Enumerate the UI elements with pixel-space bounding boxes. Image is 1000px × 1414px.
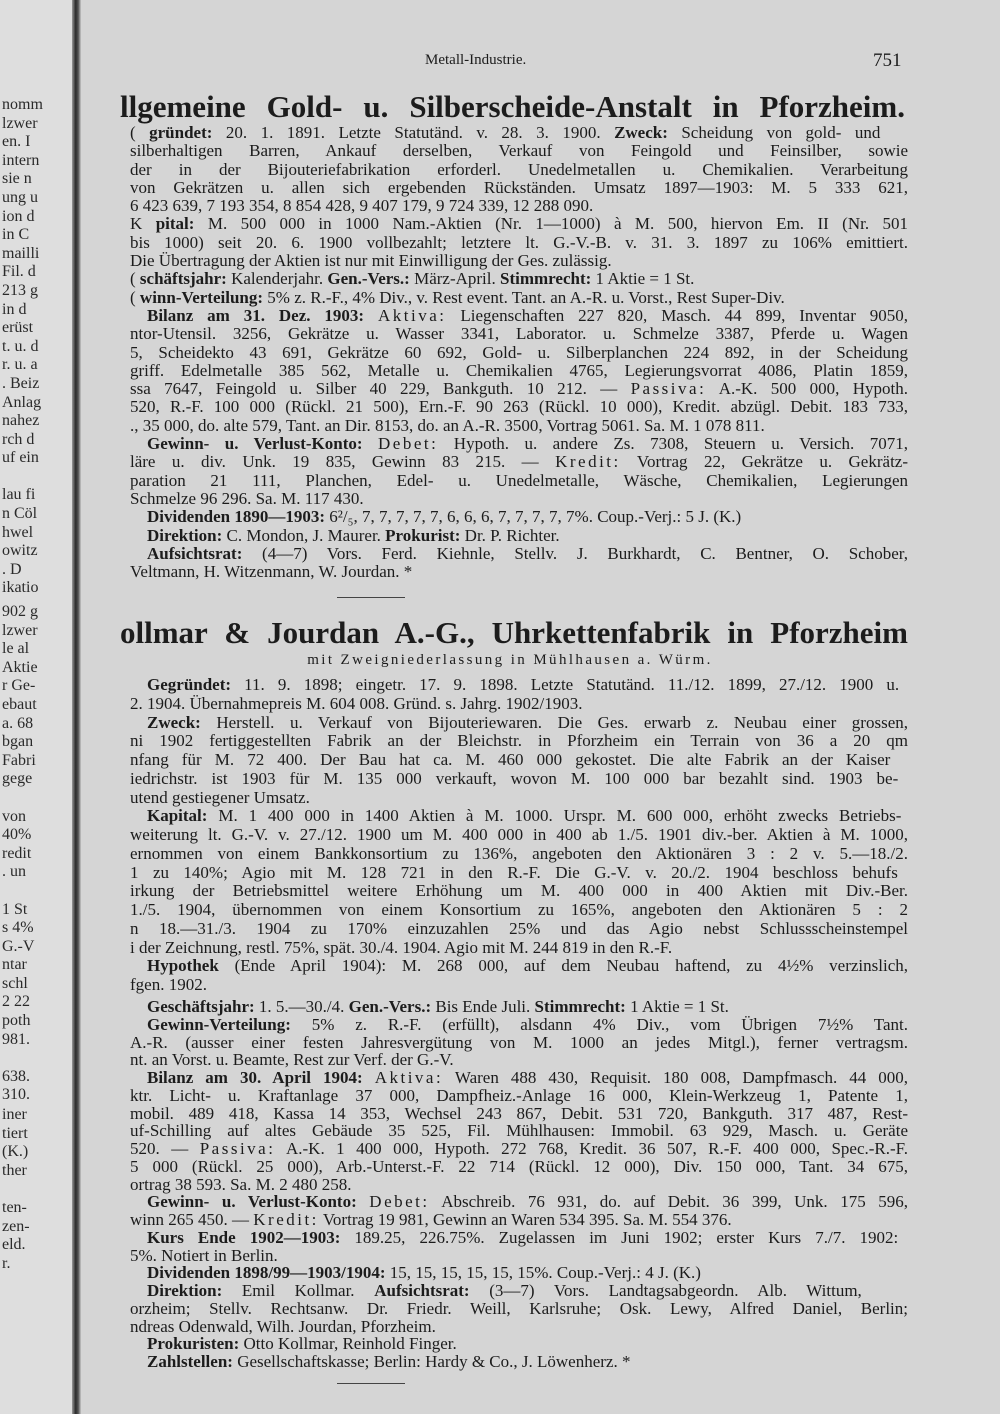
text-run: 5 000 (Rückl. 25 000), Arb.-Unterst.-F. 22 714 (Rückl. 12 000), Div. 150 000, Tant. 34 675, (130, 1156, 908, 1176)
text-run: i der Zeichnung, restl. 75%, spät. 30./4. 1904. Agio mit M. 244 819 in den R.-F. (130, 937, 673, 957)
text-line (130, 998, 908, 1016)
paragraph (130, 545, 908, 582)
fragment-text: ntar (2, 956, 27, 974)
spaced-label: Kredit: (555, 452, 621, 472)
field-label: Gewinn-Verteilung: (147, 1014, 291, 1034)
spaced-label: Aktiva: (378, 305, 447, 325)
fragment-text: 310. (2, 1086, 30, 1104)
field-label: gründet: (149, 123, 213, 142)
text-run: 1. 5.—30./4. (254, 997, 349, 1016)
text-run: mobil. 489 418, Kassa 14 353, Wechsel 243 867, Debit. 531 720, Bankguth. 317 487, Rest- (130, 1103, 908, 1123)
text-run: Gesellschaftskasse; Berlin: Hardy & Co., J. Löwenherz. * (232, 1352, 631, 1371)
fragment-text: 2 22 (2, 993, 30, 1011)
fragment-text: 902 g (2, 603, 38, 620)
text-run: 6²/₅, 7, 7, 7, 7, 7, 6, 6, 6, 7, 7, 7, 7, 7%. Coup.-Verj.: 5 J. (K.) (325, 507, 742, 527)
text-line (130, 976, 908, 995)
text-line (130, 252, 908, 270)
spaced-label: Passiva: (630, 379, 707, 399)
adjacent-page-fragments-c (2, 1106, 30, 1273)
text-run: läre u. div. Unk. 19 835, Gewinn 83 215. — (130, 452, 556, 472)
fragment-text: s 4% (2, 919, 34, 937)
fragment-text (2, 468, 43, 487)
text-run: A.-K. 1 400 000, Hypoth. 272 768, Kredit. 36 507, R.-F. 400 000, Spec.-R.-F. (275, 1139, 909, 1158)
text-run: Waren 488 430, Requisit. 180 008, Dampfmasch. 44 000, (443, 1068, 908, 1087)
fragment-text: (K.) (2, 1143, 29, 1161)
text-run: Vortrag 22, Gekrätze u. Gekrätz- (620, 452, 908, 472)
text-line (130, 161, 908, 179)
fragment-text: sie n (2, 170, 32, 188)
text-run: 5%. Notiert in Berlin. (130, 1245, 278, 1265)
text-line (130, 732, 908, 751)
fragment-text: erüst (2, 319, 34, 337)
paragraph (130, 508, 908, 526)
text-run: ktr. Licht- u. Kraftanlage 37 000, Dampfheiz.-Anlage 16 000, Klein-Werkzeug 1, Patente 1, (130, 1085, 908, 1105)
fragment-text: gege (2, 770, 33, 788)
text-line (130, 325, 908, 343)
fragment-text: schl (2, 974, 28, 992)
text-run: Die Übertragung der Aktien ist nur mit Einwilligung der Ges. zulässig. (130, 251, 612, 271)
paragraph (130, 998, 908, 1016)
text-run: 2. 1904. Übernahmepreis M. 604 008. Gründ. s. Jahrg. 1902/1903. (130, 693, 583, 713)
paragraph (130, 676, 908, 714)
spaced-label: Passiva: (199, 1139, 276, 1158)
fragment-text: uf ein (2, 449, 39, 467)
text-run: griff. Edelmetalle 385 562, Metalle u. Chemikalien 4765, Legierungsvorrat 4086, Platin 1859, (130, 360, 908, 380)
text-run: A.-K. 500 000, Hypoth. (706, 379, 908, 399)
article-subtitle: mit Zweigniederlassung in Mühlhausen a. Würm. (307, 652, 713, 668)
text-line (130, 1158, 908, 1176)
text-run: M. 1 400 000 in 1400 Aktien à M. 1000. Urspr. M. 600 000, erhöht zwecks Betriebs- (207, 806, 902, 826)
text-line (130, 215, 908, 233)
spaced-label: Aktiva: (374, 1068, 444, 1087)
text-line (130, 1193, 908, 1211)
fragment-text: poth (2, 1012, 31, 1030)
text-line (130, 545, 908, 563)
text-run: 520, R.-F. 100 000 (Rückl. 21 500), Ern.-F. 90 263 (Rückl. 10 000), Kredit. abzügl. Debit. 183 733, (130, 397, 908, 417)
adjacent-page-fragments-a (2, 96, 43, 598)
text-run: 1 Aktie = 1 St. (591, 269, 695, 289)
text-run: Hypoth. u. andere Zs. 7308, Steuern u. Versich. 7071, (438, 434, 909, 454)
text-run: ssa 7647, Feingold u. Silber 40 229, Bankguth. 10 212. — (130, 379, 631, 399)
text-run: ntor-Utensil. 3256, Gekrätze u. Wasser 3341, Laborator. u. Schmelze 3387, Pferde u. Wagen (130, 324, 908, 344)
text-run: (4—7) Vors. Ferd. Kiehnle, Stellv. J. Burkhardt, C. Bentner, O. Schober, (242, 543, 908, 563)
text-run: Liegenschaften 227 820, Masch. 44 899, Inventar 9050, (446, 305, 909, 325)
fragment-text: le al (2, 640, 30, 658)
paragraph (130, 1353, 908, 1371)
text-run: 5, Scheidekto 43 691, Gekrätze 60 692, Gold- u. Silberplanchen 224 892, in der Scheidung (130, 342, 908, 362)
text-line (130, 1264, 908, 1282)
fragment-text: hwel (2, 523, 34, 541)
fragment-text: nahez (2, 412, 40, 430)
text-line (130, 344, 908, 362)
text-run: Vortrag 19 981, Gewinn an Waren 534 395. Sa. M. 554 376. (318, 1210, 732, 1229)
paragraph (130, 1282, 908, 1335)
field-label: Zweck: (614, 123, 668, 142)
field-label: Zweck: (147, 712, 201, 732)
text-line (130, 1318, 908, 1336)
text-line (130, 508, 908, 526)
section-divider (337, 1383, 405, 1384)
text-line (130, 1176, 908, 1194)
spaced-label: Kredit: (253, 1210, 319, 1229)
fragment-text: von (2, 807, 26, 825)
fragment-text: ebaut (2, 695, 37, 713)
text-run: M. 500 000 in 1000 Nam.-Aktien (Nr. 1—1000) à M. 500, hiervon Em. II (Nr. 501 (194, 214, 908, 234)
fragment-text: a. 68 (2, 714, 34, 732)
field-label: Prokurist: (385, 525, 461, 545)
text-run: ( (130, 123, 150, 142)
adjacent-page-edge (0, 0, 74, 1414)
text-line (130, 124, 908, 142)
paragraph (130, 270, 908, 288)
text-line (130, 234, 908, 252)
paragraph (130, 1016, 908, 1069)
fragment-text: eld. (2, 1236, 26, 1254)
field-label: Direktion: (147, 525, 223, 545)
text-run: 11. 9. 1898; eingetr. 17. 9. 1898. Letzte Statutänd. 11./12. 1899, 27./12. 1900 u. (231, 675, 900, 694)
fragment-text (2, 882, 38, 901)
fragment-text: zen- (2, 1217, 30, 1235)
page-gutter-shadow (72, 0, 81, 1414)
paragraph (130, 527, 908, 545)
text-run: ., 35 000, do. alte 579, Tant. an Dir. 8153, do. an A.-R. 3500, Vortrag 5061. Sa. M. 1 078 811. (130, 415, 765, 435)
text-run: winn 265 450. — (130, 1210, 254, 1229)
text-line (130, 807, 908, 826)
field-label: Gen.-Vers.: (348, 997, 432, 1016)
spaced-label: Debet: (378, 434, 439, 454)
fragment-text: lau fi (2, 486, 36, 504)
field-label: Bilanz am 31. Dez. 1903: (147, 305, 365, 325)
text-run: von Gekrätzen u. allen sich ergebenden Rückständen. Umsatz 1897—1903: M. 5 333 621, (130, 177, 908, 197)
text-line (130, 1282, 908, 1300)
paragraph (130, 124, 908, 215)
text-line (130, 714, 908, 733)
field-label: pital: (155, 214, 195, 234)
text-line (130, 845, 908, 864)
text-line (130, 1034, 908, 1052)
text-line (130, 1140, 908, 1158)
fragment-text: Fabri (2, 751, 36, 769)
paragraph (130, 289, 908, 307)
text-line (130, 1247, 908, 1265)
fragment-text: 981. (2, 1030, 30, 1048)
text-line (130, 1087, 908, 1105)
text-line (130, 1051, 908, 1069)
field-label: Prokuristen: (147, 1334, 240, 1354)
text-line (130, 901, 908, 920)
paragraph (130, 1264, 908, 1282)
article-body (130, 124, 908, 581)
text-line (130, 1300, 908, 1318)
paragraph (130, 1229, 908, 1265)
paragraph (130, 807, 908, 957)
text-run: ndreas Odenwald, Wilh. Jourdan, Pforzheim. (130, 1316, 436, 1336)
fragment-text: r. u. a (2, 356, 38, 374)
text-run: uf-Schilling auf altes Gebäude 35 525, Fil. Mühlhausen: Immobil. 63 929, Masch. u. Geräte (130, 1121, 908, 1141)
text-line (130, 1335, 908, 1353)
text-run: Schmelze 96 296. Sa. M. 117 430. (130, 488, 364, 508)
article-title: llgemeine Gold- u. Silberscheide-Anstalt in Pforzheim. (120, 89, 905, 124)
text-run: iedrichstr. ist 1903 für M. 135 000 verkauft, wovon M. 100 000 bar bezahlt sind. 1903 be- (130, 768, 899, 788)
text-run (363, 434, 378, 453)
text-run: silberhaltigen Barren, Ankauf derselben, Verkauf von Feingold und Feinsilber, sowie (130, 141, 908, 161)
field-label: Dividenden 1898/99—1903/1904: (147, 1263, 386, 1283)
spaced-label: Debet: (369, 1192, 430, 1212)
text-line (130, 957, 908, 976)
field-label: Kurs Ende 1902—1903: (147, 1227, 341, 1247)
paragraph (130, 1193, 908, 1229)
text-run: 6 423 639, 7 193 354, 8 854 428, 9 407 179, 9 724 339, 12 288 090. (130, 196, 594, 216)
article-body (130, 676, 908, 995)
fragment-text: iner (2, 1106, 27, 1123)
text-line (130, 695, 908, 714)
section-divider (337, 597, 405, 598)
field-label: winn-Verteilung: (139, 287, 264, 307)
field-label: Gewinn- u. Verlust-Konto: (147, 434, 363, 454)
text-run (364, 306, 378, 325)
fragment-text: ung u (2, 188, 38, 206)
field-label: Gegründet: (147, 675, 232, 694)
field-label: Aufsichtsrat: (147, 543, 243, 563)
text-line (130, 417, 908, 435)
field-label: Hypothek (147, 956, 219, 976)
fragment-text: 1 St (2, 900, 28, 918)
text-run: 1./5. 1904, übernommen von einem Konsortium zu 165%, angeboten den Aktionären 5 : 2 (130, 900, 908, 919)
text-line (130, 1353, 908, 1371)
field-label: Geschäftsjahr: (147, 997, 255, 1016)
text-run: ortrag 38 593. Sa. M. 2 480 258. (130, 1174, 352, 1194)
paragraph (130, 957, 908, 995)
fragment-text: nomm (2, 96, 43, 113)
fragment-text: lzwer (2, 114, 38, 132)
text-run: 189.25, 226.75%. Zugelassen im Juni 1902; erster Kurs 7./7. 1902: (340, 1227, 899, 1247)
text-run: K (130, 214, 156, 234)
fragment-text: redit (2, 844, 32, 862)
paragraph (130, 435, 908, 508)
fragment-text: t. u. d (2, 337, 39, 355)
text-run: paration 21 111, Planchen, Edel- u. Unedelmetalle, Wäsche, Chemikalien, Legierungen (130, 470, 908, 490)
text-line (130, 676, 908, 695)
fragment-text: rch d (2, 430, 35, 448)
text-run: (3—7) Vors. Landtagsabgeordn. Alb. Wittum, (469, 1281, 862, 1300)
text-line (130, 453, 908, 471)
text-run: (Ende April 1904): M. 268 000, auf dem Neubau haftend, zu 4½% verzinslich, (218, 956, 908, 976)
field-label: Zahlstellen: (147, 1352, 233, 1371)
text-line (130, 270, 908, 288)
text-run: Otto Kollmar, Reinhold Finger. (239, 1334, 457, 1354)
text-line (130, 380, 908, 398)
field-label: Bilanz am 30. April 1904: (147, 1068, 363, 1087)
article-title: ollmar & Jourdan A.-G., Uhrkettenfabrik in Pforzheim (120, 615, 908, 650)
fragment-text: n Cöl (2, 505, 38, 523)
text-run: fgen. 1902. (130, 975, 207, 994)
fragment-text: in d (2, 300, 27, 318)
field-label: Kapital: (147, 806, 208, 826)
fragment-text: r Ge- (2, 677, 36, 695)
fragment-text: G.-V (2, 937, 35, 955)
text-run: utend gestiegener Umsatz. (130, 787, 310, 807)
paragraph (130, 1335, 908, 1353)
text-run: 5% z. R.-F., 4% Div., v. Rest event. Tant. an A.-R. u. Vorst., Rest Super-Div. (263, 287, 785, 307)
text-run: nfang für M. 72 400. Der Bau hat ca. M. 460 000 gekostet. Die alte Fabrik an der Kaiser (130, 750, 891, 769)
text-line (130, 770, 908, 789)
fragment-text: intern (2, 151, 40, 169)
fragment-text: 213 g (2, 281, 38, 299)
text-run: Herstell. u. Verkauf von Bijouteriewaren. Die Ges. erwarb z. Neubau einer grossen, (200, 712, 908, 732)
text-line (130, 289, 908, 307)
text-run (357, 1192, 370, 1211)
text-line (130, 1229, 908, 1247)
fragment-text: bgan (2, 733, 34, 751)
text-line (130, 398, 908, 416)
text-run: ni 1902 fertiggestellten Fabrik an der Bleichstr. in Pforzheim ein Terrain von 36 a 20 qm (130, 731, 908, 751)
field-label: Stimmrecht: (534, 997, 626, 1016)
article-body (130, 998, 908, 1371)
text-run: März-April. (409, 269, 500, 289)
text-line (130, 197, 908, 215)
fragment-text: ikatio (2, 579, 39, 597)
text-run: Bis Ende Juli. (431, 997, 535, 1016)
text-run: 5% z. R.-F. (erfüllt), alsdann 4% Div., vom Übrigen 7½% Tant. (290, 1014, 908, 1034)
text-line (130, 864, 908, 883)
text-line (130, 527, 908, 545)
field-label: Gen.-Vers.: (327, 269, 410, 289)
text-run: 1 zu 140%; Agio mit M. 128 721 in den R.-F. Die G.-V. v. 20./2. 1904 beschloss behufs (130, 862, 898, 882)
page-number: 751 (873, 50, 902, 71)
text-run: Emil Kollmar. (222, 1281, 375, 1300)
text-line (130, 789, 908, 808)
text-line (130, 751, 908, 770)
text-run: 1 Aktie = 1 St. (625, 997, 729, 1016)
text-run: ( (130, 269, 140, 289)
text-run: 20. 1. 1891. Letzte Statutänd. v. 28. 3. 1900. (212, 123, 615, 142)
text-run: Kalenderjahr. (226, 269, 328, 289)
paragraph (130, 714, 908, 808)
text-run: A.-R. (ausser einer festen Jahresvergütung von M. 1000 an jedes Mitgl.), ferner vertragsm. (130, 1032, 908, 1052)
text-line (130, 563, 908, 581)
text-run: Dr. P. Richter. (460, 525, 560, 545)
text-line (130, 142, 908, 160)
text-line (130, 1211, 908, 1229)
paragraph (130, 307, 908, 435)
fragment-text (2, 1180, 30, 1199)
fragment-text: . Beiz (2, 374, 40, 392)
fragment-text: 40% (2, 826, 32, 844)
fragment-text: en. I (2, 133, 31, 151)
text-run: 15, 15, 15, 15, 15, 15%. Coup.-Verj.: 4 J. (K.) (385, 1263, 701, 1283)
field-label: Direktion: (147, 1281, 223, 1300)
paragraph (130, 215, 908, 270)
text-line (130, 939, 908, 958)
text-line (130, 307, 908, 325)
fragment-text: 638. (2, 1067, 30, 1085)
fragment-text (2, 1049, 38, 1068)
fragment-text: Fil. d (2, 263, 36, 281)
text-run: orzheim; Stellv. Rechtsanw. Dr. Friedr. Weill, Karlsruhe; Osk. Lewy, Alfred Daniel, Berlin; (130, 1298, 908, 1318)
running-header: Metall-Industrie. (425, 52, 527, 68)
field-label: Dividenden 1890—1903: (147, 507, 326, 527)
text-line (130, 435, 908, 453)
paragraph (130, 1069, 908, 1193)
text-run: weiterung lt. G.-V. v. 27./12. 1900 um M. 400 000 in 400 ab 1./5. 1901 div.-ber. Aktien à M. 1000, (130, 825, 908, 844)
field-label: Aufsichtsrat: (374, 1281, 470, 1300)
text-run: Veltmann, H. Witzenmann, W. Jourdan. * (130, 562, 413, 582)
text-run: C. Mondon, J. Maurer. (222, 525, 386, 545)
text-line (130, 490, 908, 508)
fragment-text: mailli (2, 244, 40, 262)
text-line (130, 179, 908, 197)
fragment-text: Aktie (2, 658, 38, 676)
field-label: Stimmrecht: (500, 269, 592, 289)
text-line (130, 1069, 908, 1087)
text-line (130, 1105, 908, 1123)
fragment-text (2, 789, 38, 808)
text-run: 520. — (130, 1139, 200, 1158)
fragment-text: . D (2, 560, 22, 578)
fragment-text: Anlag (2, 393, 42, 411)
text-run: Scheidung von gold- und (667, 123, 881, 142)
fragment-text: ther (2, 1161, 27, 1179)
text-line (130, 920, 908, 939)
fragment-text: r. (2, 1254, 11, 1272)
text-line (130, 826, 908, 845)
text-run: Abschreib. 76 931, do. auf Debit. 36 399, Unk. 175 596, (429, 1192, 908, 1212)
fragment-text: owitz (2, 542, 38, 560)
field-label: Gewinn- u. Verlust-Konto: (147, 1192, 357, 1212)
fragment-text: lzwer (2, 621, 38, 639)
text-run: ( (130, 287, 140, 307)
fragment-text: ion d (2, 207, 35, 225)
text-line (130, 1122, 908, 1140)
fragment-text: in C (2, 226, 30, 244)
text-line (130, 1016, 908, 1034)
field-label: schäftsjahr: (139, 269, 227, 289)
text-line (130, 362, 908, 380)
text-run: bis 1000) seit 20. 6. 1900 vollbezahlt; letztere lt. G.-V.-B. v. 31. 3. 1897 zu 106% emittiert. (130, 232, 908, 252)
text-run: der in der Bijouteriefabrikation erforderl. Unedelmetallen u. Chemikalien. Verarbeitung (130, 159, 908, 179)
text-run: nt. an Vorst. u. Beamte, Rest zur Verf. der G.-V. (130, 1050, 454, 1070)
text-run: n 18.—31./3. 1904 zu 170% einzuzahlen 25% und das Agio nebst Schlussscheinstempel (130, 918, 908, 938)
fragment-text: ten- (2, 1198, 27, 1216)
text-run: ernommen von einem Bankkonsortium zu 136%, angeboten den Aktionären 3 : 2 v. 5.—18./2. (130, 843, 908, 863)
text-line (130, 882, 908, 901)
text-run: irkung der Betriebsmittel weitere Erhöhung um M. 400 000 in 400 Aktien mit Div.-Ber. (130, 881, 908, 901)
text-line (130, 472, 908, 490)
adjacent-page-fragments-b (2, 603, 38, 1105)
text-run (363, 1068, 375, 1087)
fragment-text: tiert (2, 1124, 28, 1142)
fragment-text: . un (2, 863, 26, 881)
